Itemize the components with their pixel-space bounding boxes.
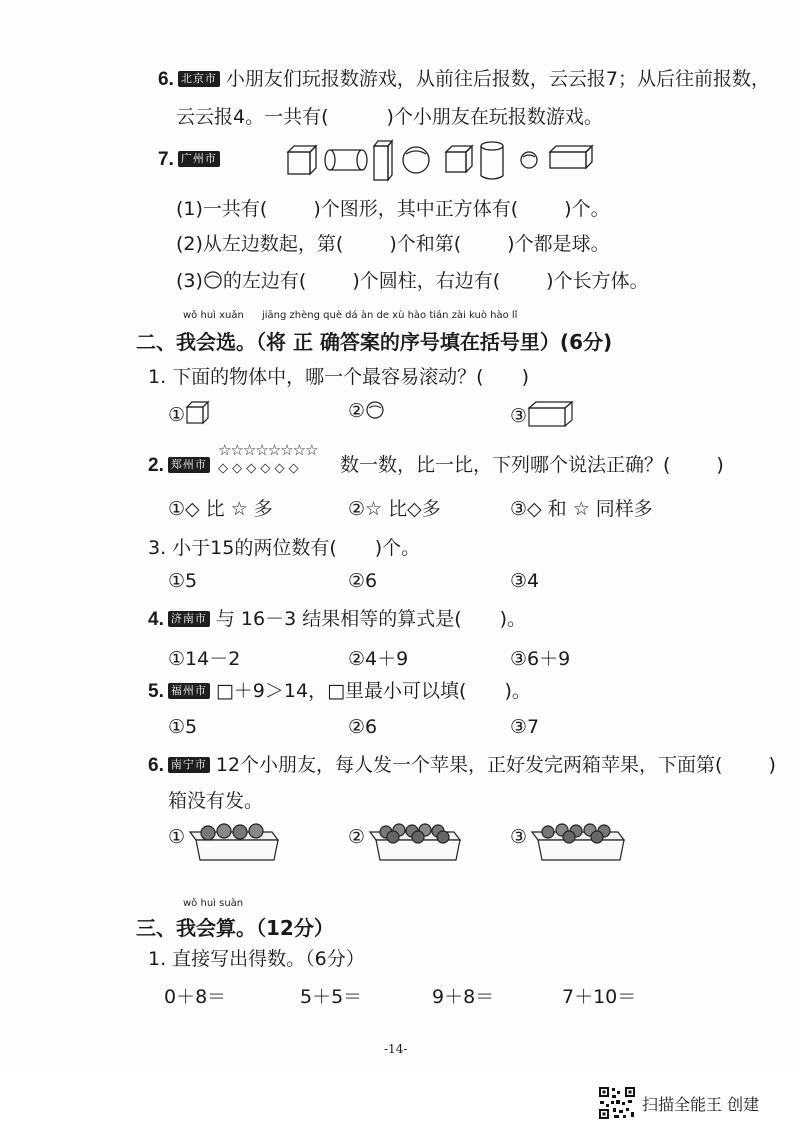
cube-icon [446,146,472,172]
option-2: ②☆ 比◇多 [348,498,441,520]
choice-question-6-line-2: 箱没有发。 [168,790,264,812]
brand-label: 扫描全能王 创建 [642,1095,760,1114]
question-number: 6. [148,755,164,776]
question-text: 的左边有( [222,270,307,292]
cube-icon [185,400,211,426]
option-label: ① [168,404,186,426]
city-tag: 济南市 [168,611,210,627]
cuboid-icon [374,141,392,180]
question-text: )个圆柱，右边有( [352,270,501,292]
option-3: ③ [510,826,528,848]
city-tag: 南宁市 [168,757,210,773]
option-1: ①5 [168,716,198,738]
cylinder-icon [481,142,503,179]
pinyin-annotation: wǒ huì xuǎn [183,310,244,321]
question-7-part-3 [176,268,649,294]
question-text: )个。 [564,198,610,220]
qr-code-icon [598,1086,636,1120]
city-tag: 广州市 [178,151,220,167]
question-6-line-1 [158,66,770,93]
question-text: 云云报4。一共有( [176,106,329,128]
question-6-line-2 [176,104,603,130]
choice-question-6 [148,752,776,779]
pinyin-annotation: wǒ huì suàn [183,898,244,909]
equation: 9＋8＝ [432,986,495,1008]
section-3-title: 三、我会算。（12分） [136,916,334,940]
diamonds-row: ◇ ◇ ◇ ◇ ◇ ◇ [218,461,299,476]
option-2 [348,400,385,422]
question-text: 12个小朋友，每人发一个苹果，正好发完两箱苹果，下面第( [215,754,723,776]
question-text: 小朋友们玩报数游戏，从前往后报数，云云报7；从后往前报数， [225,68,770,90]
option-1: ①5 [168,570,198,592]
equation: 0＋8＝ [164,986,227,1008]
apple-box-icon [366,818,462,864]
cuboid-icon [527,400,575,428]
equation: 7＋10＝ [562,986,637,1008]
question-text: )个和第( [389,233,462,255]
choice-question-1: 1. 下面的物体中，哪一个最容易滚动？( ) [148,366,529,388]
question-text: (3) [176,270,203,292]
option-1: ①◇ 比 ☆ 多 [168,498,273,520]
apple-box-icon [528,818,626,864]
cylinder-icon [325,150,367,170]
option-3: ③4 [510,570,540,592]
question-text: □＋9＞14，□里最小可以填( )。 [215,680,531,702]
question-number: 4. [148,609,164,630]
apple-box-icon [186,818,280,864]
question-text: 数一数，比一比，下列哪个说法正确？( [340,454,671,476]
option-label: ② [348,400,366,422]
option-2: ② [348,826,366,848]
city-tag: 郑州市 [168,457,210,473]
question-number: 7. [158,149,174,170]
option-1: ① [168,826,186,848]
option-3: ③◇ 和 ☆ 同样多 [510,498,653,520]
question-text: (1)一共有( [176,198,268,220]
sphere-icon [521,152,537,168]
question-text: )个图形，其中正方体有( [313,198,519,220]
option-2: ②6 [348,570,378,592]
choice-question-3: 3. 小于15的两位数有( )个。 [148,537,421,559]
question-number: 6. [158,69,174,90]
shapes-row [280,138,600,184]
question-7-part-1 [176,196,610,222]
sphere-icon [403,147,429,173]
option-1 [168,400,211,426]
page-number: -14- [384,1042,408,1056]
option-3 [510,400,575,428]
question-text: (2)从左边数起，第( [176,233,344,255]
question-text: )个长方体。 [546,270,649,292]
question-7-part-2 [176,231,610,257]
option-label: ③ [510,405,528,427]
choice-question-2 [148,452,216,479]
choice-question-2-text [340,452,724,478]
sphere-icon [365,400,385,420]
question-text: )个都是球。 [507,233,610,255]
option-2: ②4＋9 [348,648,409,670]
pinyin-annotation: jiāng zhèng què dá àn de xù hào tián zài kuò hào lǐ [262,310,518,321]
equation: 5＋5＝ [300,986,363,1008]
cuboid-icon [550,146,592,168]
option-2: ②6 [348,716,378,738]
calc-question-1: 1. 直接写出得数。（6分） [148,948,365,970]
question-7-heading [158,146,226,173]
sphere-icon [203,270,223,290]
choice-question-4 [148,606,526,633]
section-2-title: 二、我会选。（将 正 确答案的序号填在括号里）(6分) [136,330,613,354]
stars-row: ☆☆☆☆☆☆☆☆ [218,441,318,459]
question-number: 2. [148,455,164,476]
question-text: 与 16－3 结果相等的算式是( )。 [215,608,527,630]
scanner-watermark [598,1086,788,1122]
option-3: ③6＋9 [510,648,571,670]
question-text: ) [768,754,776,776]
question-number: 5. [148,681,164,702]
city-tag: 北京市 [178,71,220,87]
option-3: ③7 [510,716,540,738]
question-text: ) [716,454,724,476]
city-tag: 福州市 [168,683,210,699]
cube-icon [288,146,316,174]
option-1: ①14－2 [168,648,241,670]
choice-question-5 [148,678,531,705]
question-text: )个小朋友在玩报数游戏。 [386,106,603,128]
